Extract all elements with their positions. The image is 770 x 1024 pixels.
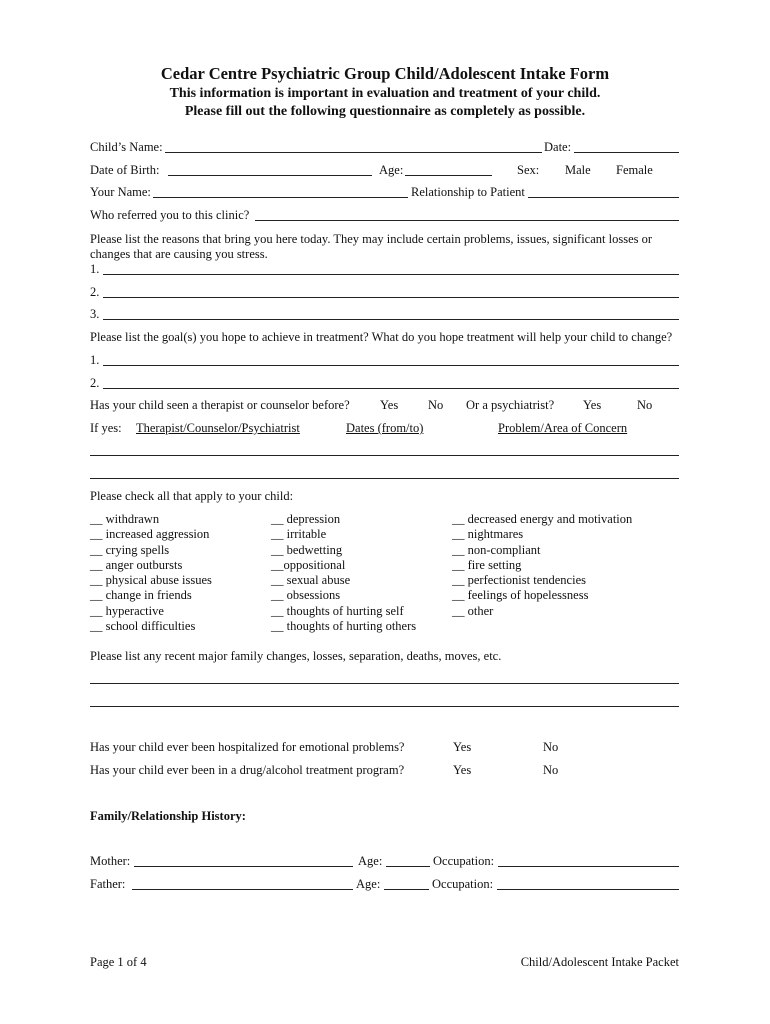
treatment-program-yes-option[interactable]: Yes (453, 763, 472, 777)
checklist-item[interactable]: __ sexual abuse (271, 573, 351, 588)
relationship-field[interactable] (528, 197, 679, 198)
goal-number-2: 2. (90, 376, 100, 390)
checklist-item[interactable]: __ hyperactive (90, 603, 164, 618)
psychiatrist-no-option[interactable]: No (637, 398, 653, 412)
checklist-item[interactable]: __ bedwetting (271, 542, 343, 557)
your-name-field[interactable] (153, 197, 408, 198)
hospitalized-question: Has your child ever been hospitalized for emotional problems? (90, 740, 405, 754)
checklist-item[interactable]: __ feelings of hopelessness (452, 588, 589, 603)
dob-field[interactable] (168, 175, 372, 176)
referred-field[interactable] (255, 220, 679, 221)
treatment-program-no-option[interactable]: No (543, 763, 559, 777)
childs-name-label: Child’s Name: (90, 140, 163, 154)
father-age-label: Age: (356, 877, 381, 891)
checklist-column-1 (90, 512, 212, 634)
reason-number-1: 1. (90, 262, 100, 276)
reasons-prompt-line2: changes that are causing you stress. (90, 247, 268, 261)
form-subtitle-1: This information is important in evaluation and treatment of your child. (169, 86, 601, 101)
relationship-label: Relationship to Patient (411, 185, 525, 199)
your-name-label: Your Name: (90, 185, 151, 199)
mother-name-field[interactable] (134, 866, 353, 867)
psychiatrist-yes-option[interactable]: Yes (583, 398, 602, 412)
dob-label: Date of Birth: (90, 163, 160, 177)
reason-field-2[interactable] (103, 297, 679, 298)
reasons-prompt-line1: Please list the reasons that bring you here today. They may include certain problems, issues, significant losses or (90, 232, 653, 246)
sex-option-male[interactable]: Male (565, 163, 591, 177)
sex-label: Sex: (517, 163, 540, 177)
checklist-column-3 (452, 512, 632, 619)
date-field[interactable] (574, 152, 679, 153)
checklist-item[interactable]: __ increased aggression (90, 527, 210, 542)
childs-name-field[interactable] (165, 152, 542, 153)
goal-field-2[interactable] (103, 388, 679, 389)
therapist-no-option[interactable]: No (428, 398, 444, 412)
therapist-question: Has your child seen a therapist or counselor before? (90, 398, 350, 412)
psychiatrist-question: Or a psychiatrist? (466, 398, 555, 412)
family-changes-prompt: Please list any recent major family changes, losses, separation, deaths, moves, etc. (90, 649, 502, 663)
checklist-item[interactable]: __ thoughts of hurting self (271, 603, 404, 618)
if-yes-label: If yes: (90, 421, 122, 435)
checklist-item[interactable]: __ fire setting (452, 557, 522, 572)
hospitalized-no-option[interactable]: No (543, 740, 559, 754)
checklist-item[interactable]: __ physical abuse issues (90, 573, 212, 588)
referred-label: Who referred you to this clinic? (90, 208, 250, 222)
checklist-item[interactable]: __ perfectionist tendencies (452, 573, 586, 588)
mother-occupation-field[interactable] (498, 866, 679, 867)
therapist-entry-line-2[interactable] (90, 478, 679, 479)
packet-name: Child/Adolescent Intake Packet (520, 955, 679, 969)
hospitalized-yes-option[interactable]: Yes (453, 740, 472, 754)
reason-field-1[interactable] (103, 274, 679, 275)
family-changes-line-2[interactable] (90, 706, 679, 707)
form-subtitle-2: Please fill out the following questionnaire as completely as possible. (184, 104, 586, 119)
date-label: Date: (544, 140, 572, 154)
page-number: Page 1 of 4 (90, 955, 147, 969)
checklist-item[interactable]: __ crying spells (90, 542, 170, 557)
checklist-item[interactable]: __ withdrawn (90, 512, 160, 526)
checklist-item[interactable]: __ other (452, 603, 494, 618)
sex-option-female[interactable]: Female (616, 163, 653, 177)
treatment-program-question: Has your child ever been in a drug/alcohol treatment program? (90, 763, 405, 777)
therapist-yes-option[interactable]: Yes (380, 398, 399, 412)
father-occupation-label: Occupation: (432, 877, 494, 891)
form-title: Cedar Centre Psychiatric Group Child/Adolescent Intake Form (160, 64, 610, 83)
father-age-field[interactable] (384, 889, 429, 890)
column-header-provider: Therapist/Counselor/Psychiatrist (136, 421, 300, 435)
column-header-problem: Problem/Area of Concern (498, 421, 628, 435)
checklist-item[interactable]: __ decreased energy and motivation (452, 512, 633, 526)
checklist-item[interactable]: __ thoughts of hurting others (271, 619, 417, 634)
age-label: Age: (379, 163, 404, 177)
family-changes-line-1[interactable] (90, 683, 679, 684)
column-header-dates: Dates (from/to) (346, 421, 424, 435)
checklist-item[interactable]: __ change in friends (90, 588, 192, 603)
father-label: Father: (90, 877, 126, 891)
checklist-item[interactable]: __ obsessions (271, 588, 341, 603)
mother-age-label: Age: (358, 854, 383, 868)
therapist-entry-line-1[interactable] (90, 455, 679, 456)
checklist-item[interactable]: __ school difficulties (90, 619, 196, 634)
age-field[interactable] (405, 175, 492, 176)
goal-field-1[interactable] (103, 365, 679, 366)
checklist-item[interactable]: __ nightmares (452, 527, 524, 542)
reason-number-2: 2. (90, 285, 100, 299)
father-name-field[interactable] (132, 889, 353, 890)
goal-number-1: 1. (90, 353, 100, 367)
checklist-item[interactable]: __oppositional (271, 557, 346, 572)
checklist-column-2 (271, 512, 416, 634)
reason-number-3: 3. (90, 307, 100, 321)
mother-occupation-label: Occupation: (433, 854, 495, 868)
mother-age-field[interactable] (386, 866, 430, 867)
checklist-item[interactable]: __ anger outbursts (90, 557, 183, 572)
checklist-prompt: Please check all that apply to your child: (90, 489, 294, 503)
family-history-heading: Family/Relationship History: (90, 809, 246, 823)
father-occupation-field[interactable] (497, 889, 679, 890)
checklist-item[interactable]: __ non-compliant (452, 542, 541, 557)
reason-field-3[interactable] (103, 319, 679, 320)
checklist-item[interactable]: __ irritable (271, 527, 327, 542)
mother-label: Mother: (90, 854, 131, 868)
checklist-item[interactable]: __ depression (271, 512, 341, 526)
goals-prompt: Please list the goal(s) you hope to achieve in treatment? What do you hope treatment will help your child to change? (90, 330, 673, 344)
